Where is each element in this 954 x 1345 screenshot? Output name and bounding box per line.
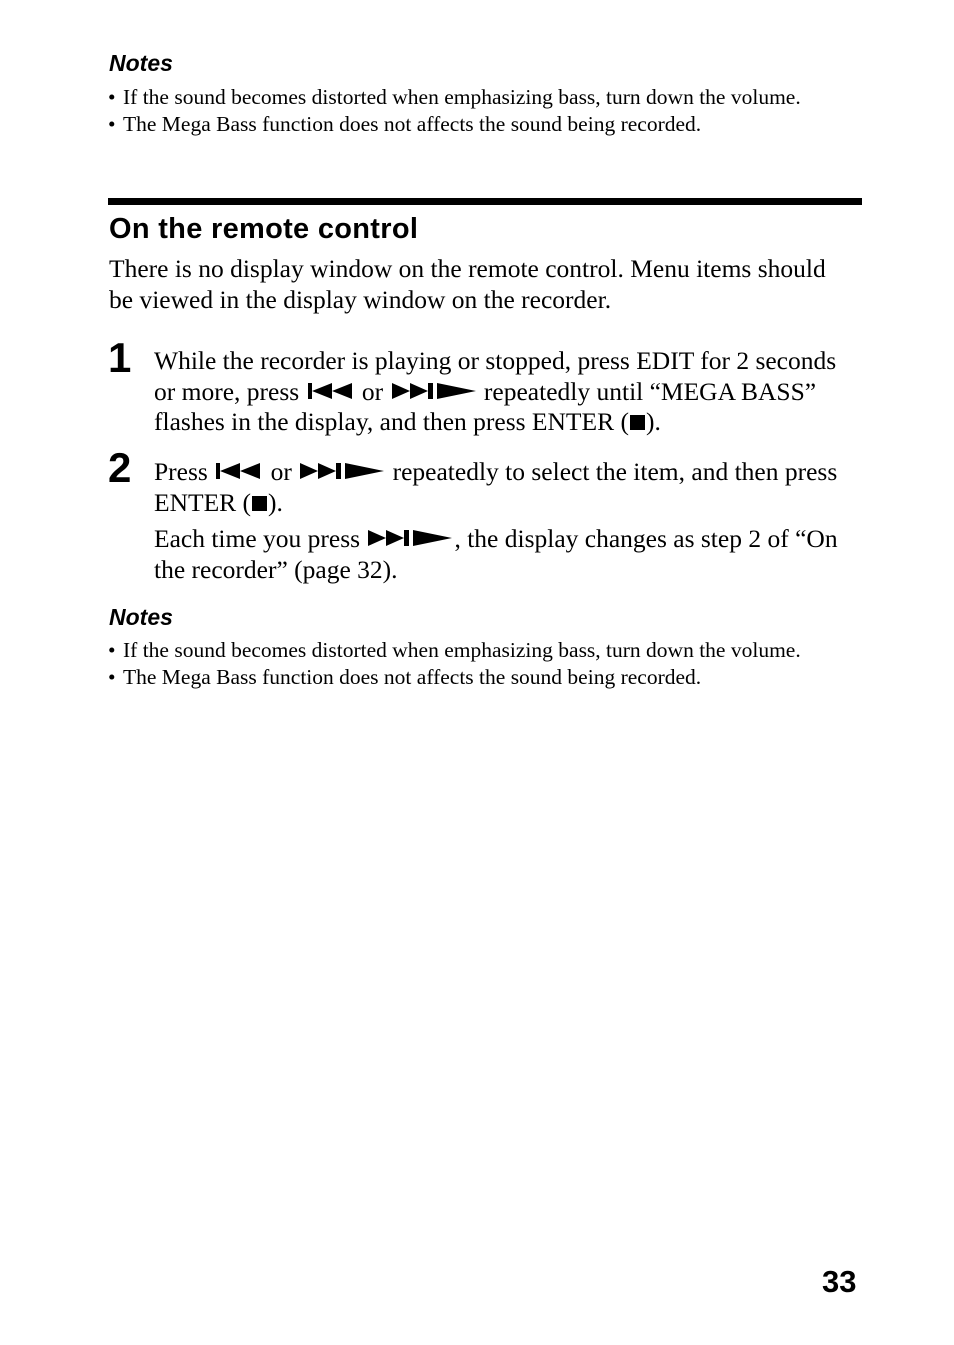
note-item: • If the sound becomes distorted when emphasizing bass, turn down the volume.: [108, 85, 801, 109]
notes-heading-top: Notes: [109, 50, 173, 76]
note-item: • The Mega Bass function does not affects the sound being recorded.: [108, 112, 702, 136]
skip-back-icon: [306, 378, 356, 409]
step-2-subtext: Each time you press , the display changes as step 2 of “On the recorder” (page 32).: [154, 524, 838, 584]
skip-forward-play-icon: [366, 525, 454, 556]
section-divider: [108, 198, 862, 205]
step-number-2: 2: [108, 444, 132, 491]
step-1-text: While the recorder is playing or stopped, press EDIT for 2 seconds or more, press or repeatedly until “MEGA BASS” flashes in the display, and then press ENTER ( ).: [154, 346, 837, 436]
page-number: 33: [822, 1264, 857, 1299]
stop-square-icon: [252, 496, 267, 511]
stop-square-icon: [630, 415, 645, 430]
notes-list-bottom: [108, 637, 828, 691]
note-item: • The Mega Bass function does not affects the sound being recorded.: [108, 665, 702, 689]
section-intro: There is no display window on the remote control. Menu items should be viewed in the display window on the recorder.: [109, 254, 826, 314]
skip-forward-play-icon: [390, 378, 478, 409]
skip-back-icon: [214, 458, 264, 489]
section-title: On the remote control: [109, 213, 419, 245]
notes-heading-bottom: Notes: [109, 604, 173, 630]
note-item: • If the sound becomes distorted when emphasizing bass, turn down the volume.: [108, 638, 801, 662]
notes-list-top: [108, 84, 828, 138]
step-2-text: Press or repeatedly to select the item, and then press ENTER ( ).: [154, 457, 838, 517]
skip-forward-play-icon: [298, 458, 386, 489]
step-number-1: 1: [108, 334, 132, 381]
